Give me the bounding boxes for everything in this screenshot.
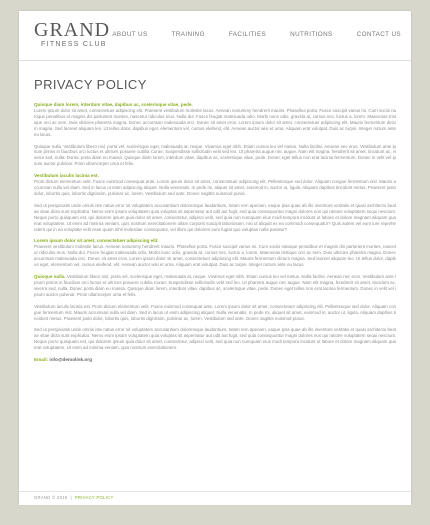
paragraph: Lorem ipsum dolor sit amet, consectetuer adipiscing elit. Praesent vestibulum molestie lacus. Aenean nonummy hendrerit mauris. Phasellus porta. Fusce suscipit varius mi. Cum sociis natoque penatibus et magnis dis parturient montes, nascetur ridiculus mus. Nulla dui. Fusce feugiat malesuada odio. Morbi nunc odio, gravida at, cursus nec, luctus a, lorem. Maecenas tristique orci ac sem. Duis ultricies pharetra magna. Donec accumsan malesuada orci. Donec sit amet eros. Lorem ipsum dolor sit amet, consectetuer adipiscing elit. Mauris fermentum dictum magna. Sed laoreet aliquam leo. Ut tellus dolor, dapibus eget, elementum vel, cursus eleifend, elit. Aenean auctor wisi et urna. Aliquam erat volutpat. Duis ac turpis. Integer rutrum ante eu lacus. — [34, 108, 396, 137]
paragraph: Sed ut perspiciatis unde omnis iste natus error sit voluptatem accusantium doloremque laudantium, totam rem aperiam, eaque ipsa quae ab illo inventore veritatis et quasi architecto beatae vitae dicta sunt explicabo. Nemo enim ipsam voluptatem quia voluptas sit aspernatur aut odit aut fugit, sed quia consequuntur magni dolores eos qui ratione voluptatem sequi nesciunt. Neque porro quisquam est, qui dolorem ipsum quia dolor sit amet, consectetur, adipisci velit, sed quia non numquam eius modi tempora incidunt ut labore et dolore magnam aliquam quaerat voluptatem. Ut enim ad minima veniam, quis nostrum exercitationem. — [34, 327, 396, 351]
email-row — [34, 357, 396, 362]
paragraph: Praesent vestibulum molestie lacus. Aenean nonummy hendrerit mauris. Phasellus porta. Fusce suscipit varius mi. Cum sociis natoque penatibus et magnis dis parturient montes, nascetur ridiculus mus. Nulla dui. Fusce feugiat malesuada odio. Morbi nunc odio, gravida at, cursus nec, luctus a, lorem. Maecenas tristique orci ac sem. Duis ultricies pharetra magna. Donec accumsan malesuada orci. Donec sit amet eros. Lorem ipsum dolor sit amet, consectetuer adipiscing elit. Mauris fermentum dictum magna. Sed laoreet aliquam leo. Ut tellus dolor, dapibus eget, elementum vel, cursus eleifend, elit. Aenean auctor wisi et urna. Aliquam erat volutpat. Duis ac turpis. Integer rutrum ante eu lacus. — [34, 244, 396, 268]
email-link[interactable]: info@demolink.org — [49, 357, 92, 363]
paragraph: Vestibulum iaculis lacinia est. Proin dictum elementum velit. Fusce euismod consequat ante. Lorem ipsum dolor sit amet, consectetuer adipiscing elit. Pellentesque sed dolor. Aliquam congue fermentum nisl. Mauris accumsan nulla vel diam. Sed in lacus ut enim adipiscing aliquet. Nulla venenatis. In pede mi, aliquet sit amet, euismod in, auctor ut, ligula. Aliquam dapibus tincidunt metus. Praesent justo dolor, lobortis quis, lobortis dignissim, pulvinar ac, lorem. Vestibulum sed ante. Donec sagittis euismod purus. — [34, 303, 396, 321]
site-header — [19, 11, 411, 61]
privacy-policy-link[interactable]: PRIVACY POLICY — [74, 495, 114, 500]
site-footer — [19, 491, 411, 505]
footer-text — [34, 495, 114, 500]
section-heading: Vestibulum iaculis lacinia est. — [34, 173, 99, 179]
nav-training[interactable]: TRAINING — [171, 31, 205, 38]
main-nav — [88, 31, 401, 39]
logo-subtitle: FITNESS CLUB — [41, 41, 107, 48]
nav-about-us[interactable]: ABOUT US — [112, 31, 148, 38]
email-label: Email: — [34, 357, 49, 363]
paragraph: Quisque nulla. Vestibulum libero nisl, porta vel, scelerisque eget, malesuada at, neque. Vivamus eget nibh. Etiam cursus leo vel metus. Nulla facilisi. Aenean nec eros. Vestibulum ante ipsum primis in faucibus orci luctus et ultrices posuere cubilia Curae; Suspendisse sollicitudin velit sed leo. Ut pharetra augue nec augue. Nam elit magna, hendrerit sit amet, tincidunt ac, viverra sed, nulla. Donec porta diam eu massa. Quisque diam lorem, interdum vitae, dapibus ac, scelerisque vitae, pede. Donec eget tellus non erat lacinia fermentum. Donec in velit vel ipsum auctor pulvinar. Proin ullamcorper urna et felis. — [34, 143, 396, 167]
footer-separator: | — [70, 495, 72, 500]
page-container — [19, 11, 411, 504]
paragraph: Sed ut perspiciatis unde omnis iste natus error sit voluptatem accusantium doloremque laudantium, totam rem aperiam, eaque ipsa quae ab illo inventore veritatis et quasi architecto beatae vitae dicta sunt explicabo. Nemo enim ipsam voluptatem quia voluptas sit aspernatur aut odit aut fugit, sed quia consequuntur magni dolores eos qui ratione voluptatem sequi nesciunt. Neque porro quisquam est, qui dolorem ipsum quia dolor sit amet, consectetur, adipisci velit, sed quia non numquam eius modi tempora incidunt ut labore et dolore magnam aliquam quaerat voluptatem. Ut enim ad minima veniam, quis nostrum exercitationem ullam corporis suscipit laboriosam, nisi ut aliquid ex ea commodi consequatur? Quis autem vel eum iure reprehenderit qui in ea voluptate velit esse quam nihil molestiae consequatur, vel illum qui dolorem eum fugiat quo voluptas nulla pariatur? — [34, 202, 396, 232]
copyright: GRAND © 2016 — [34, 495, 68, 500]
paragraph — [34, 274, 396, 298]
nav-contact-us[interactable]: CONTACT US — [356, 31, 401, 38]
section-heading: Quisque diam lorem, interdum vitae, dapibus ac, scelerisque vitae, pede. — [34, 102, 193, 107]
logo-title: GRAND — [34, 19, 111, 41]
section-heading: Lorem ipsum dolor sit amet, consectetuer adipiscing elit. — [34, 238, 159, 244]
main-content — [34, 77, 396, 362]
nav-facilities[interactable]: FACILITIES — [228, 31, 267, 38]
paragraph-text: Vestibulum libero nisl, porta vel, scelerisque eget, malesuada at, neque. Vivamus eget nibh. Etiam cursus leo vel metus. Nulla facilisi. Aenean nec eros. Vestibulum ante ipsum primis in faucibus orci luctus et ultrices posuere cubilia Curae; Suspendisse sollicitudin velit sed leo. Ut pharetra augue nec augue. Nam elit magna, hendrerit sit amet, tincidunt ac, viverra sed, nulla. Donec porta diam eu massa. Quisque diam lorem, interdum vitae, dapibus ac, scelerisque vitae, pede. Donec eget tellus non erat lacinia fermentum. Donec in velit vel ipsum auctor pulvinar. Proin ullamcorper urna et felis. — [34, 274, 396, 297]
nav-nutritions[interactable]: NUTRITIONS — [290, 31, 333, 38]
section-heading-inline: Quisque nulla. — [34, 274, 66, 280]
page-title: PRIVACY POLICY — [34, 77, 147, 92]
paragraph: Proin dictum elementum velit. Fusce euismod consequat ante. Lorem ipsum dolor sit amet, consectetuer adipiscing elit. Pellentesque sed dolor. Aliquam congue fermentum nisl. Mauris accumsan nulla vel diam. Sed in lacus ut enim adipiscing aliquet. Nulla venenatis. In pede mi, aliquet sit amet, euismod in, auctor ut, ligula. Aliquam dapibus tincidunt metus. Praesent justo dolor, lobortis quis, lobortis dignissim, pulvinar ac, lorem. Vestibulum sed ante. Donec sagittis euismod purus. — [34, 179, 396, 196]
